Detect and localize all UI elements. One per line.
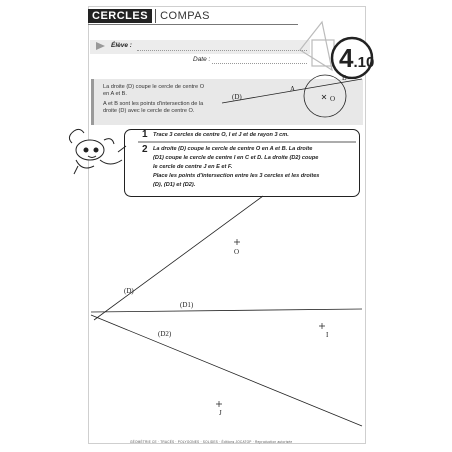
- info-line-2: en A et B.: [103, 91, 127, 97]
- label-j: J: [219, 409, 222, 417]
- info-line-4: droite (D) avec le cercle de centre O.: [103, 108, 195, 114]
- step-1-number: 1: [142, 129, 148, 140]
- info-label-b: B: [342, 74, 347, 82]
- info-line-3: A et B sont les points d'intersection de la: [103, 101, 204, 107]
- step-2-line-4: Place les points d'intersection entre les 3 cercles et les droites: [153, 173, 320, 179]
- step-2-line-5: (D), (D1) et (D2).: [153, 182, 196, 188]
- point-j-cross-icon: [216, 401, 222, 407]
- step-2-line-1: La droite (D) coupe le cercle de centre O en A et B. La droite: [153, 146, 313, 152]
- title-compas: COMPAS: [155, 9, 210, 23]
- label-d: (D): [124, 287, 134, 295]
- info-label-o: O: [330, 95, 336, 103]
- exercise-number-sub: .10: [353, 54, 375, 71]
- info-line-1: La droite (D) coupe le cercle de centre O: [103, 84, 205, 90]
- step-2-line-3: le cercle de centre J en E et F.: [153, 164, 233, 170]
- line-d1: [91, 309, 362, 312]
- label-d2: (D2): [158, 330, 172, 338]
- step-2-line-2: (D1) coupe le cercle de centre I en C et D. La droite (D2) coupe: [153, 155, 319, 161]
- label-o: O: [234, 248, 240, 256]
- label-d1: (D1): [180, 301, 194, 309]
- label-i: I: [326, 331, 329, 339]
- eleve-label: Élève :: [111, 42, 132, 49]
- date-label: Date :: [193, 56, 211, 63]
- line-d: [94, 196, 263, 320]
- point-o-cross-icon: [234, 239, 240, 245]
- step-2-number: 2: [142, 144, 148, 155]
- title-cercles: CERCLES: [88, 9, 152, 23]
- info-label-d: (D): [232, 93, 242, 101]
- step-1-text: Trace 3 cercles de centre O, I et J et de rayon 3 cm.: [153, 132, 289, 138]
- footer: GÉOMÉTRIE CE · TRACÉS · POLYGONES · SOLIDES · Éditions JOCATOP · Reproduction autorisée: [130, 440, 293, 444]
- line-d2: [91, 315, 362, 426]
- info-label-a: A: [290, 85, 296, 93]
- point-i-cross-icon: [319, 323, 325, 329]
- exercise-number-main: 4: [339, 43, 354, 73]
